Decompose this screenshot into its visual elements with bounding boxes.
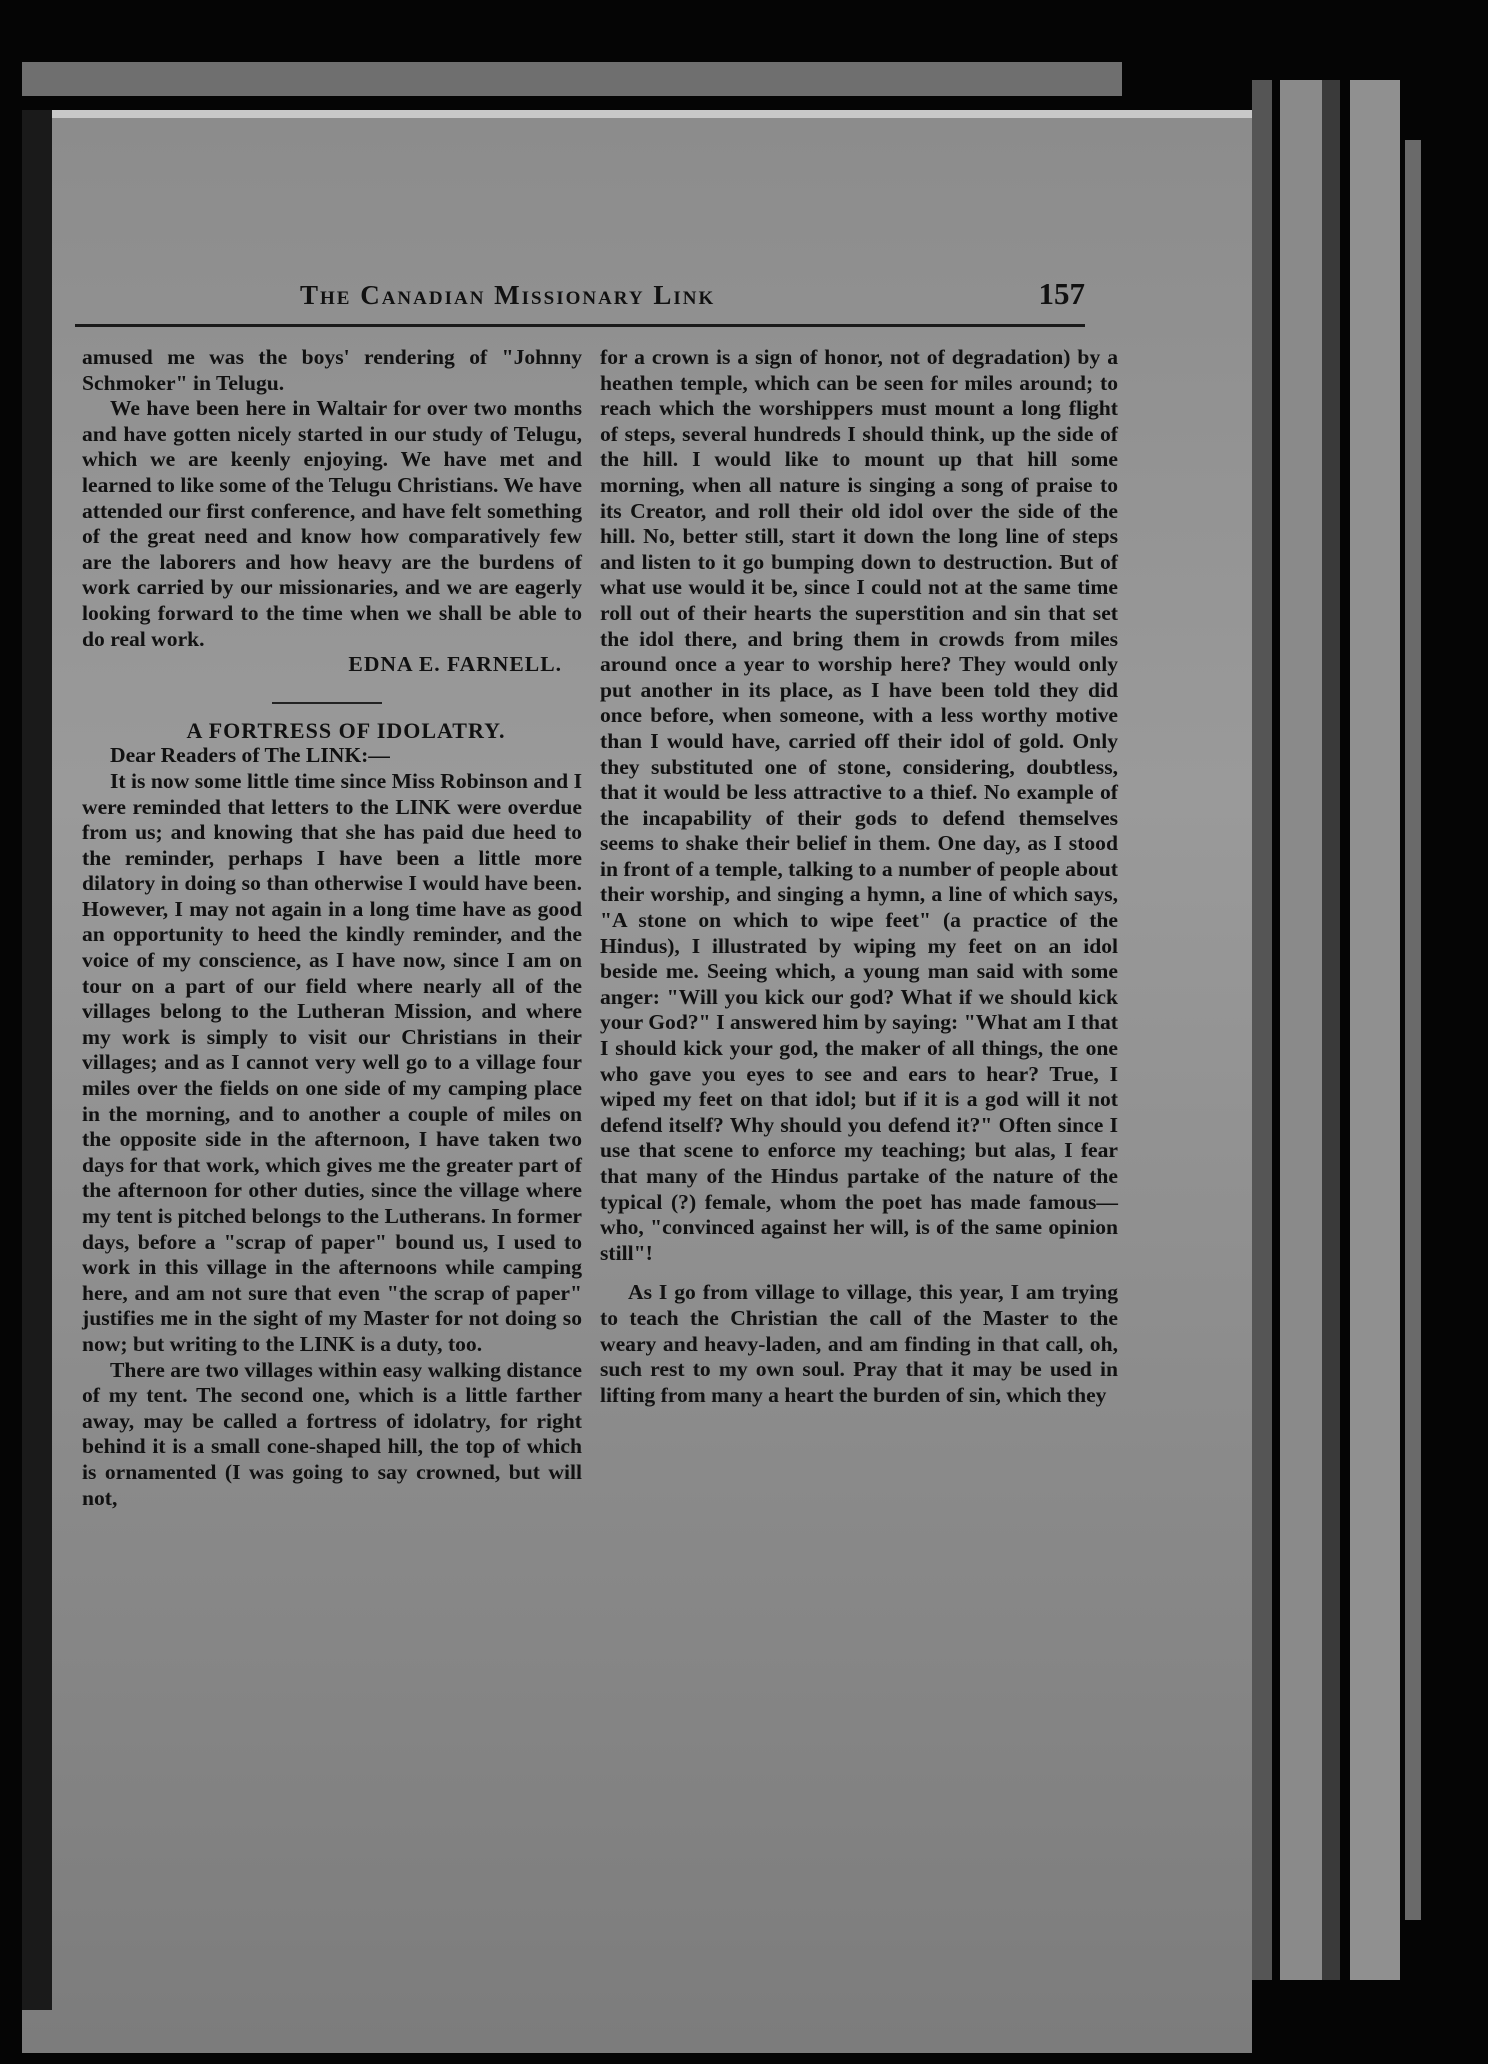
paragraph: We have been here in Waltair for over two months and have gotten nicely started in our study of Telugu, which we are keenly enjoying. We have met and learned to like some of the Telugu Christians. We have attended our first conference, and have felt something of the great need and know how comparatively few are the laborers and how heavy are the burdens of work carried by our missionaries, and we are eagerly looking forward to the time when we shall be able to do real work. [82,396,582,651]
salutation: Dear Readers of The LINK:— [110,743,390,768]
publication-title: The Canadian Missionary Link [300,280,716,310]
book-spine-edge [1322,80,1340,1980]
section-title: A FORTRESS OF IDOLATRY. [186,717,506,743]
paragraph: As I go from village to village, this year, I am trying to teach the Christian the call of the Master to the weary and heavy-laden, and am finding in that call, oh, such rest to my own soul. Pray that it may be used in lifting from many a heart the burden of sin, which they [600,1280,1118,1407]
book-spine-edge [1405,140,1421,1920]
page-left-shadow [22,110,52,2010]
paragraph: amused me was the boys' rendering of "Johnny Schmoker" in Telugu. [82,345,582,395]
left-column [82,345,582,1511]
paragraph: It is now some little time since Miss Robinson and I were reminded that letters to the LINK were overdue from us; and knowing that she has paid due heed to the reminder, perhaps I have been a little more dilatory in doing so than otherwise I would have been. However, I may not again in a long time have as good an opportunity to heed the kindly reminder, and the voice of my conscience, as I have now, since I am on tour on a part of our field where nearly all of the villages belong to the Lutheran Mission, and where my work is simply to visit our Christians in their villages; and as I cannot very well go to a village four miles over the fields on one side of my camping place in the morning, and to another a couple of miles on the opposite side in the afternoon, I have taken two days for that work, which gives me the greater part of the afternoon for other duties, since the village where my tent is pitched belongs to the Lutherans. In former days, before a "scrap of paper" bound us, I used to work in this village in the afternoons while camping here, and am not sure that even "the scrap of paper" justifies me in the sight of my Master for not doing so now; but writing to the LINK is a duty, too. [82,768,582,1356]
page-top-edge [22,62,1122,96]
running-header [300,272,1085,316]
author-signature: EDNA E. FARNELL. [348,652,562,677]
book-spine-edge [1252,80,1272,1980]
page-number: 157 [1038,276,1085,311]
book-spine-edge [1350,80,1400,1980]
right-column [600,345,1118,1408]
book-spine-edge [1280,80,1322,1980]
paragraph: There are two villages within easy walking distance of my tent. The second one, which is a little farther away, may be called a fortress of idolatry, for right behind it is a small cone-shaped hill, the top of which is ornamented (I was going to say crowned, but will not, [82,1357,582,1510]
header-rule [75,324,1085,327]
section-divider [272,702,382,704]
paragraph: for a crown is a sign of honor, not of degradation) by a heathen temple, which can be seen for miles around; to reach which the worshippers must mount a long flight of steps, several hundreds I should think, up the side of the hill. I would like to mount up that hill some morning, when all nature is singing a song of praise to its Creator, and roll their old idol over the side of the hill. No, better still, start it down the long line of steps and listen to it go bumping down to destruction. But of what use would it be, since I could not at the same time roll out of their hearts the superstition and sin that set the idol there, and bring them in crowds from miles around once a year to worship here? They would only put another in its place, as I have been told they did once before, when someone, with a less worthy motive than I would have, carried off their idol of gold. Only they substituted one of stone, considering, doubtless, that it would be less attractive to a thief. No example of the incapability of their gods to defend themselves seems to shake their belief in them. One day, as I stood in front of a temple, talking to a number of people about their worship, and singing a hymn, a line of which says, "A stone on which to wipe feet" (a practice of the Hindus), I illustrated by wiping my feet on an idol beside me. Seeing which, a young man said with some anger: "Will you kick our god? What if we should kick your God?" I answered him by saying: "What am I that I should kick your god, the maker of all things, the one who gave you eyes to see and ears to hear? True, I wiped my feet on that idol; but if it is a god will it not defend itself? Why should you defend it?" Often since I use that scene to enforce my teaching; but alas, I fear that many of the Hindus partake of the nature of the typical (?) female, whom the poet has made famous—who, "convinced against her will, is of the same opinion still"! [600,345,1118,1265]
